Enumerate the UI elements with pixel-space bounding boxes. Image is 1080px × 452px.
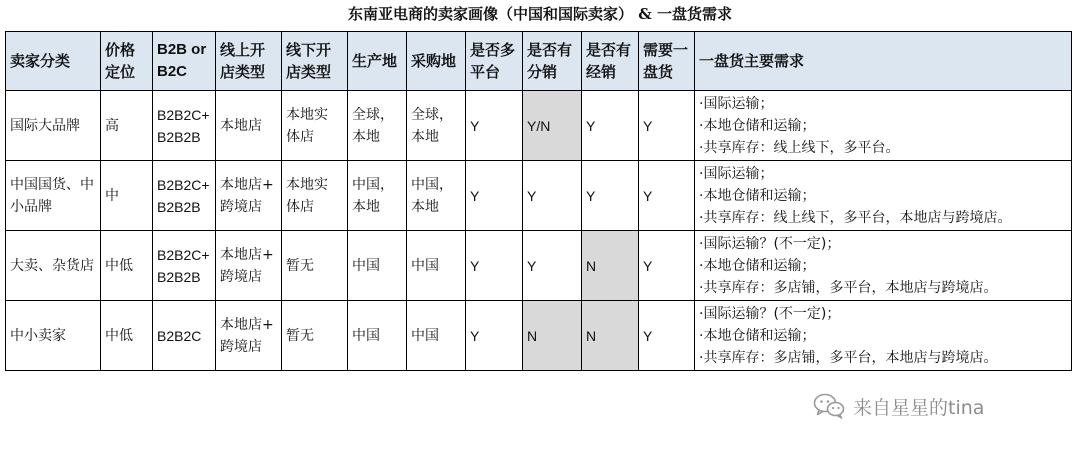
cell-price: 中低 xyxy=(101,231,153,301)
cell-online: 本地店+ 跨境店 xyxy=(216,161,282,231)
cell-distribution: Y xyxy=(523,231,582,301)
cell-category: 中小卖家 xyxy=(6,301,101,371)
cell-dealer: N xyxy=(582,301,639,371)
header-needs-unified-inventory: 需要一盘货 xyxy=(639,32,695,91)
cell-model: B2B2C+ B2B2B xyxy=(153,161,216,231)
cell-price: 中 xyxy=(101,161,153,231)
cell-production: 中国 xyxy=(348,231,407,301)
table-row xyxy=(6,301,1072,371)
cell-needs: ·国际运输？(不一定)； ·本地仓储和运输； ·共享库存：多店铺，多平台，本地店与跨境店。 xyxy=(695,231,1072,301)
cell-price: 中低 xyxy=(101,301,153,371)
cell-multi-platform: Y xyxy=(466,161,523,231)
cell-sourcing: 全球， 本地 xyxy=(407,91,466,161)
cell-sourcing: 中国 xyxy=(407,301,466,371)
cell-online: 本地店+ 跨境店 xyxy=(216,301,282,371)
cell-offline: 本地实 体店 xyxy=(282,161,348,231)
cell-multi-platform: Y xyxy=(466,231,523,301)
cell-multi-platform: Y xyxy=(466,301,523,371)
cell-production: 中国 xyxy=(348,301,407,371)
cell-distribution: Y xyxy=(523,161,582,231)
cell-model: B2B2C xyxy=(153,301,216,371)
cell-unified-inventory: Y xyxy=(639,231,695,301)
header-b2b-or-b2c: B2B or B2C xyxy=(153,32,216,91)
header-has-distribution: 是否有分销 xyxy=(523,32,582,91)
wechat-icon xyxy=(813,393,845,419)
header-multi-platform: 是否多平台 xyxy=(466,32,523,91)
header-main-needs: 一盘货主要需求 xyxy=(695,32,1072,91)
cell-needs: ·国际运输； ·本地仓储和运输； ·共享库存：线上线下，多平台。 xyxy=(695,91,1072,161)
cell-category: 中国国货、中小品牌 xyxy=(6,161,101,231)
cell-dealer: N xyxy=(582,231,639,301)
cell-category: 国际大品牌 xyxy=(6,91,101,161)
table-row xyxy=(6,161,1072,231)
cell-needs: ·国际运输； ·本地仓储和运输； ·共享库存：线上线下，多平台，本地店与跨境店。 xyxy=(695,161,1072,231)
header-offline-store-type: 线下开店类型 xyxy=(282,32,348,91)
cell-offline: 暂无 xyxy=(282,231,348,301)
cell-price: 高 xyxy=(101,91,153,161)
header-seller-category: 卖家分类 xyxy=(6,32,101,91)
header-production-location: 生产地 xyxy=(348,32,407,91)
table-row xyxy=(6,231,1072,301)
cell-online: 本地店+ 跨境店 xyxy=(216,231,282,301)
watermark-text: 来自星星的tina xyxy=(853,396,985,419)
cell-unified-inventory: Y xyxy=(639,301,695,371)
header-row xyxy=(6,32,1072,91)
cell-distribution: Y/N xyxy=(523,91,582,161)
cell-multi-platform: Y xyxy=(466,91,523,161)
header-price-positioning: 价格定位 xyxy=(101,32,153,91)
cell-needs: ·国际运输？(不一定)； ·本地仓储和运输； ·共享库存：多店铺，多平台，本地店与跨境店。 xyxy=(695,301,1072,371)
watermark xyxy=(813,391,984,421)
cell-dealer: Y xyxy=(582,91,639,161)
cell-model: B2B2C+ B2B2B xyxy=(153,91,216,161)
cell-offline: 暂无 xyxy=(282,301,348,371)
page-title: 东南亚电商的卖家画像（中国和国际卖家） & 一盘货需求 xyxy=(348,5,732,23)
header-online-store-type: 线上开店类型 xyxy=(216,32,282,91)
cell-offline: 本地实 体店 xyxy=(282,91,348,161)
cell-dealer: Y xyxy=(582,161,639,231)
table-row xyxy=(6,91,1072,161)
cell-distribution: N xyxy=(523,301,582,371)
cell-production: 全球， 本地 xyxy=(348,91,407,161)
cell-category: 大卖、杂货店 xyxy=(6,231,101,301)
header-sourcing-location: 采购地 xyxy=(407,32,466,91)
cell-unified-inventory: Y xyxy=(639,91,695,161)
cell-unified-inventory: Y xyxy=(639,161,695,231)
cell-sourcing: 中国 xyxy=(407,231,466,301)
cell-online: 本地店 xyxy=(216,91,282,161)
cell-sourcing: 中国， 本地 xyxy=(407,161,466,231)
header-has-dealer: 是否有经销 xyxy=(582,32,639,91)
seller-profile-table xyxy=(5,31,1072,371)
cell-production: 中国， 本地 xyxy=(348,161,407,231)
cell-model: B2B2C+ B2B2B xyxy=(153,231,216,301)
